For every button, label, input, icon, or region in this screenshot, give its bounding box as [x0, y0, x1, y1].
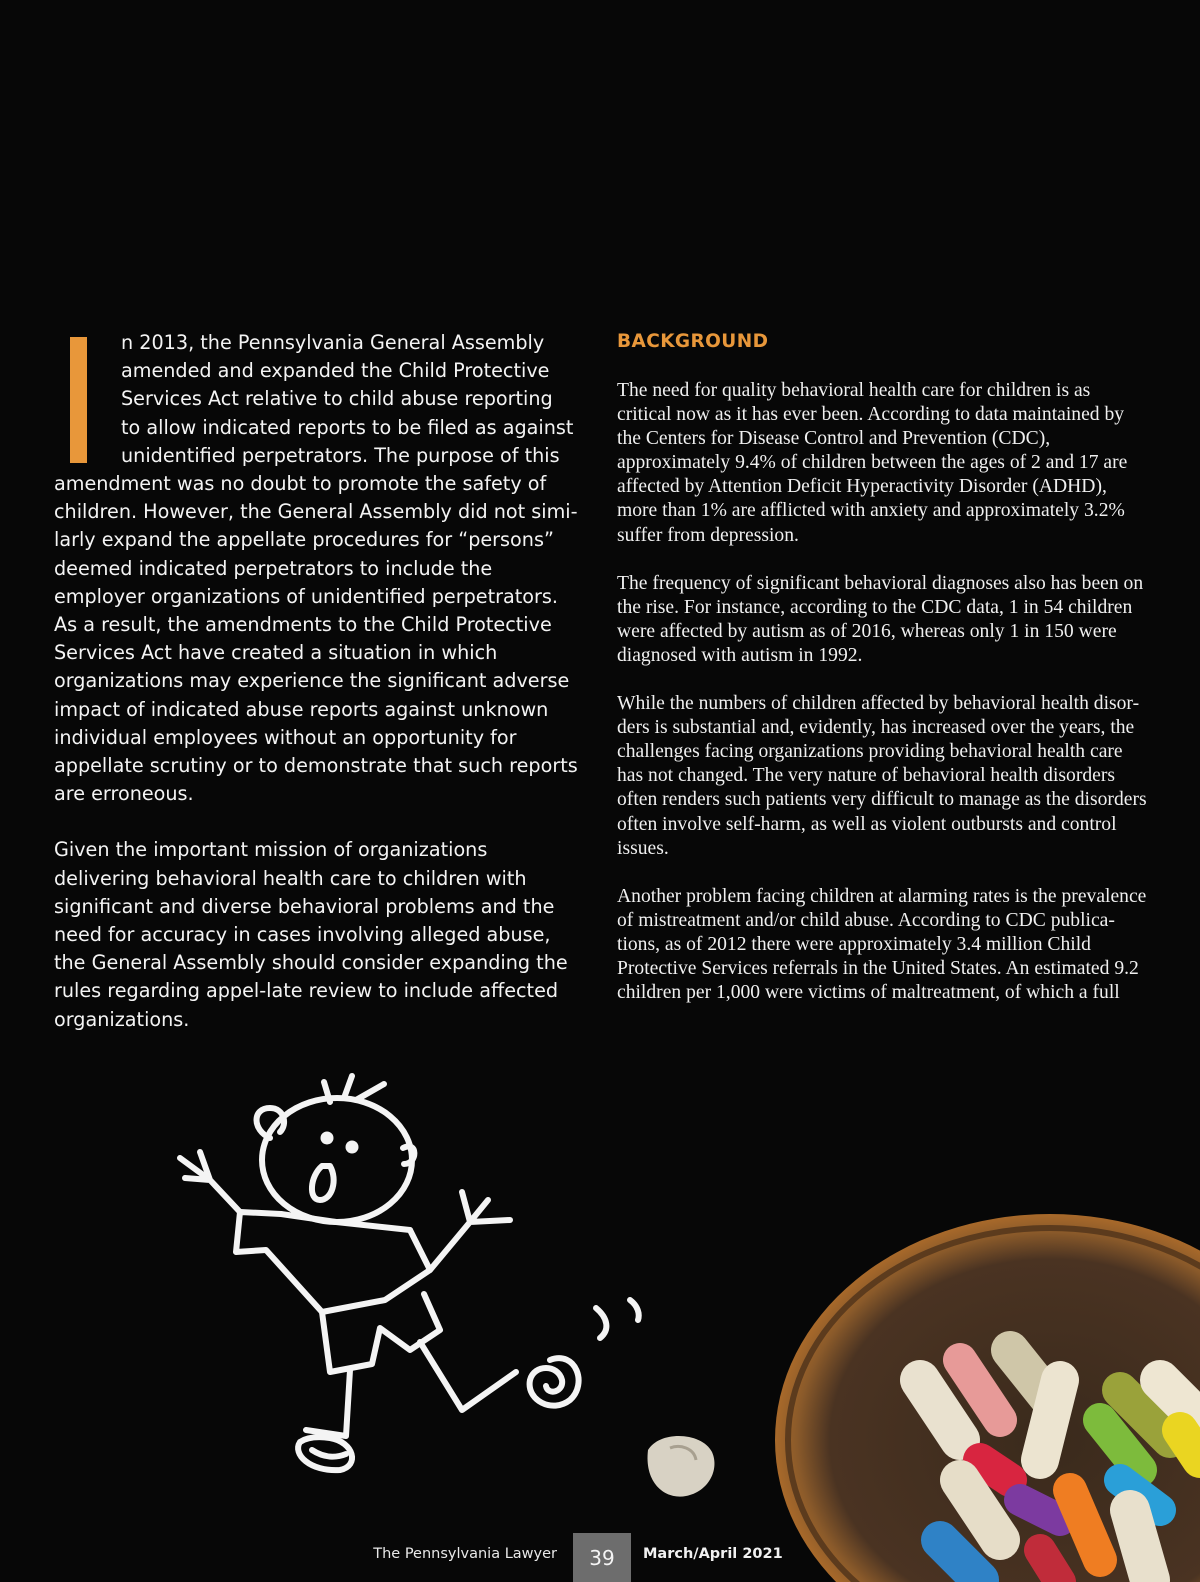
- drop-cap-i-bar: [70, 337, 87, 463]
- chalk-bowl-photo-icon: [775, 1214, 1200, 1582]
- background-paragraph-3: While the numbers of children affected by behavioral health disor-ders is substantial and, evidently, has increased over the years, the challenges facing organizations providing behavioral health care has not changed. The very nature of behavioral health disorders often renders such patients very difficult to manage as the disorders often involve self-harm, as well as violent outbursts and control issues.: [617, 693, 1147, 859]
- intro-paragraph-1: [54, 329, 578, 808]
- publication-name: The Pennsylvania Lawyer: [373, 1546, 557, 1562]
- background-paragraph-2: The frequency of significant behavioral diagnoses also has been on the rise. For instance, according to the CDC data, 1 in 54 children were affected by autism as of 2016, whereas only 1 in 150 were diagnosed with autism in 1992.: [617, 572, 1144, 666]
- background-column: [617, 329, 1149, 1005]
- intro-column: [54, 329, 578, 1034]
- issue-date: March/April 2021: [643, 1546, 783, 1562]
- background-heading: BACKGROUND: [617, 331, 769, 352]
- chalk-piece-icon: [648, 1436, 715, 1497]
- intro-paragraph-1-text: n 2013, the Pennsylvania General Assembly amended and expanded the Child Protective Services Act relative to child abuse reporting to allow indicated reports to be filed as against unidentified perpetrators. The purpose of this amendment was no doubt to promote the safety of children. However, the General Assembly did not simi-larly expand the appellate procedures for “persons” deemed indicated perpetrators to include the employer organizations of unidentified perpetrators. As a result, the amendments to the Child Protective Services Act have created a situation in which organizations may experience the significant adverse impact of indicated abuse reports against unknown individual employees without an opportunity for appellate scrutiny or to demonstrate that such reports are erroneous.: [54, 331, 578, 806]
- chalk-drawing-boy-icon: [180, 1076, 639, 1470]
- page-footer: [0, 1533, 1200, 1582]
- page-number: 39: [573, 1533, 631, 1582]
- background-paragraph-1: The need for quality behavioral health care for children is as critical now as it has ever been. According to data maintained by the Centers for Disease Control and Prevention (CDC), approximately 9.4% of children between the ages of 2 and 17 are affected by Attention Deficit Hyperactivity Disorder (ADHD), more than 1% are afflicted with anxiety and approximately 3.2% suffer from depression.: [617, 380, 1128, 546]
- background-paragraph-4: Another problem facing children at alarming rates is the prevalence of mistreatment and/or child abuse. According to CDC publica-tions, as of 2012 there were approximately 3.4 million Child Protective Services referrals in the United States. An estimated 9.2 children per 1,000 were victims of maltreatment, of which a full: [617, 885, 1147, 1004]
- intro-paragraph-2: Given the important mission of organizations delivering behavioral health care to children with significant and diverse behavioral problems and the need for accuracy in cases involving alleged abuse, the General Assembly should consider expanding the rules regarding appel-late review to include affected organizations.: [54, 838, 568, 1031]
